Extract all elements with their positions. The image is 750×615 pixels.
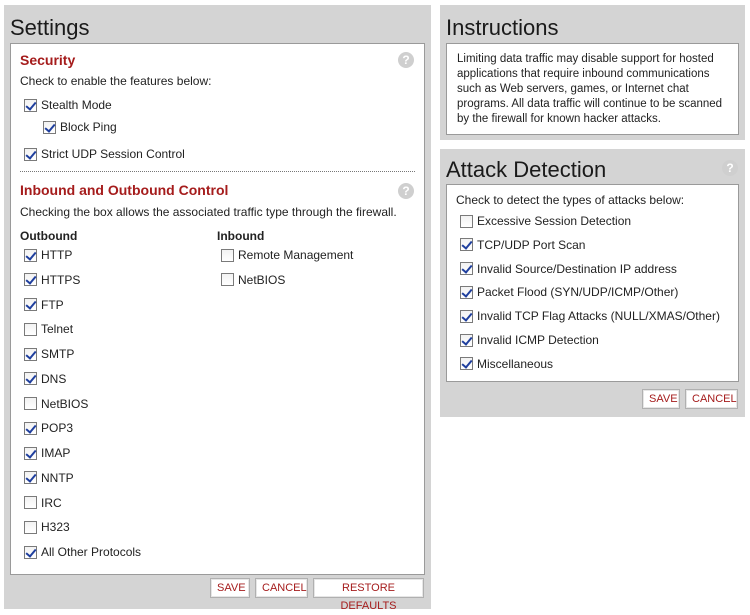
attack-label-miscellaneous: Miscellaneous: [477, 356, 554, 371]
outbound-label-dns: DNS: [41, 371, 67, 386]
outbound-label-http: HTTP: [41, 248, 73, 262]
instructions-content: [446, 43, 739, 135]
inbound-header: Inbound: [217, 229, 265, 243]
security-help-icon[interactable]: ?: [398, 52, 414, 68]
outbound-option-http[interactable]: [24, 247, 72, 263]
strict-udp-option[interactable]: [24, 146, 185, 162]
outbound-checkbox-imap[interactable]: [24, 447, 37, 460]
settings-title: Settings: [10, 15, 90, 40]
outbound-option-ftp[interactable]: [24, 297, 64, 313]
traffic-section-title: Inbound and Outbound Control: [20, 182, 229, 198]
security-section-title: Security: [20, 52, 76, 68]
attack-label-excessive-session-detection: Excessive Session Detection: [477, 214, 632, 228]
attack-detection-panel: [440, 149, 745, 417]
traffic-description: Checking the box allows the associated traffic type through the firewall.: [20, 205, 397, 219]
outbound-label-ftp: FTP: [41, 297, 64, 312]
outbound-checkbox-telnet[interactable]: [24, 323, 37, 336]
settings-save-button[interactable]: SAVE: [210, 578, 250, 598]
stealth-mode-option[interactable]: [24, 97, 112, 113]
inbound-option-remote-management[interactable]: [221, 247, 353, 263]
instructions-title: Instructions: [446, 15, 559, 40]
attack-checkbox-invalid-source-destination-ip-address[interactable]: [460, 262, 473, 275]
outbound-label-irc: IRC: [41, 495, 62, 510]
block-ping-label: Block Ping: [60, 120, 117, 134]
attack-option-invalid-source-destination-ip-address[interactable]: [460, 261, 677, 277]
outbound-header: Outbound: [20, 229, 78, 243]
outbound-option-dns[interactable]: [24, 371, 66, 387]
instructions-panel: [440, 5, 745, 140]
outbound-checkbox-all-other-protocols[interactable]: [24, 546, 37, 559]
outbound-label-imap: IMAP: [41, 446, 71, 460]
inbound-checkbox-remote-management[interactable]: [221, 249, 234, 262]
attack-label-tcp-udp-port-scan: TCP/UDP Port Scan: [477, 237, 586, 252]
settings-panel: [4, 5, 431, 612]
outbound-option-imap[interactable]: [24, 445, 70, 461]
outbound-label-smtp: SMTP: [41, 347, 75, 361]
outbound-option-nntp[interactable]: [24, 470, 74, 486]
attack-option-packet-flood-syn-udp-icmp-other[interactable]: [460, 284, 678, 300]
inbound-option-netbios[interactable]: [221, 272, 285, 288]
attack-detection-title: Attack Detection: [446, 157, 607, 182]
attack-save-button[interactable]: SAVE: [642, 389, 680, 409]
outbound-option-h323[interactable]: [24, 519, 70, 535]
settings-content: [10, 43, 425, 575]
inbound-label-netbios: NetBIOS: [238, 272, 286, 287]
traffic-help-icon[interactable]: ?: [398, 183, 414, 199]
strict-udp-label: Strict UDP Session Control: [41, 147, 185, 161]
outbound-checkbox-pop3[interactable]: [24, 422, 37, 435]
section-divider: [20, 171, 415, 172]
outbound-label-netbios: NetBIOS: [41, 396, 89, 411]
block-ping-option[interactable]: [43, 119, 117, 135]
outbound-option-netbios[interactable]: [24, 396, 88, 412]
outbound-label-nntp: NNTP: [41, 470, 74, 485]
attack-option-miscellaneous[interactable]: [460, 356, 553, 372]
outbound-label-https: HTTPS: [41, 272, 81, 287]
attack-checkbox-invalid-icmp-detection[interactable]: [460, 334, 473, 347]
stealth-mode-label: Stealth Mode: [41, 98, 112, 112]
attack-checkbox-invalid-tcp-flag-attacks-null-xmas-other[interactable]: [460, 310, 473, 323]
outbound-checkbox-irc[interactable]: [24, 496, 37, 509]
outbound-option-all-other-protocols[interactable]: [24, 544, 141, 560]
attack-detection-content: [446, 184, 739, 382]
outbound-label-all-other-protocols: All Other Protocols: [41, 545, 142, 559]
outbound-label-telnet: Telnet: [41, 322, 74, 337]
attack-help-icon[interactable]: ?: [722, 160, 738, 176]
attack-checkbox-packet-flood-syn-udp-icmp-other[interactable]: [460, 286, 473, 299]
attack-checkbox-excessive-session-detection[interactable]: [460, 215, 473, 228]
attack-label-invalid-icmp-detection: Invalid ICMP Detection: [477, 333, 599, 347]
attack-option-invalid-tcp-flag-attacks-null-xmas-other[interactable]: [460, 308, 720, 324]
attack-description: Check to detect the types of attacks below:: [456, 193, 685, 207]
outbound-checkbox-https[interactable]: [24, 273, 37, 286]
attack-label-invalid-source-destination-ip-address: Invalid Source/Destination IP address: [477, 261, 677, 276]
block-ping-checkbox[interactable]: [43, 121, 56, 134]
attack-option-tcp-udp-port-scan[interactable]: [460, 237, 585, 253]
restore-defaults-button[interactable]: RESTORE DEFAULTS: [313, 578, 424, 598]
outbound-checkbox-smtp[interactable]: [24, 348, 37, 361]
attack-cancel-button[interactable]: CANCEL: [685, 389, 738, 409]
attack-label-invalid-tcp-flag-attacks-null-xmas-other: Invalid TCP Flag Attacks (NULL/XMAS/Other): [477, 309, 720, 324]
attack-checkbox-tcp-udp-port-scan[interactable]: [460, 238, 473, 251]
outbound-checkbox-dns[interactable]: [24, 372, 37, 385]
instructions-text: Limiting data traffic may disable support for hosted applications that require inbound communications such as Web servers, games, or Internet chat programs. All data traffic will continue to be scanned by the firewall for known hacker attacks.: [457, 53, 723, 125]
outbound-option-pop3[interactable]: [24, 420, 73, 436]
outbound-option-https[interactable]: [24, 272, 80, 288]
outbound-label-h323: H323: [41, 520, 70, 535]
outbound-option-irc[interactable]: [24, 495, 62, 511]
strict-udp-checkbox[interactable]: [24, 148, 37, 161]
stealth-mode-checkbox[interactable]: [24, 99, 37, 112]
outbound-checkbox-ftp[interactable]: [24, 298, 37, 311]
attack-checkbox-miscellaneous[interactable]: [460, 357, 473, 370]
outbound-label-pop3: POP3: [41, 421, 74, 436]
inbound-label-remote-management: Remote Management: [238, 248, 354, 262]
settings-cancel-button[interactable]: CANCEL: [255, 578, 308, 598]
outbound-option-telnet[interactable]: [24, 321, 73, 337]
outbound-option-smtp[interactable]: [24, 346, 74, 362]
attack-option-invalid-icmp-detection[interactable]: [460, 332, 599, 348]
security-description: Check to enable the features below:: [20, 74, 212, 88]
outbound-checkbox-h323[interactable]: [24, 521, 37, 534]
outbound-checkbox-netbios[interactable]: [24, 397, 37, 410]
attack-label-packet-flood-syn-udp-icmp-other: Packet Flood (SYN/UDP/ICMP/Other): [477, 285, 679, 300]
outbound-checkbox-nntp[interactable]: [24, 471, 37, 484]
inbound-checkbox-netbios[interactable]: [221, 273, 234, 286]
attack-option-excessive-session-detection[interactable]: [460, 213, 631, 229]
outbound-checkbox-http[interactable]: [24, 249, 37, 262]
